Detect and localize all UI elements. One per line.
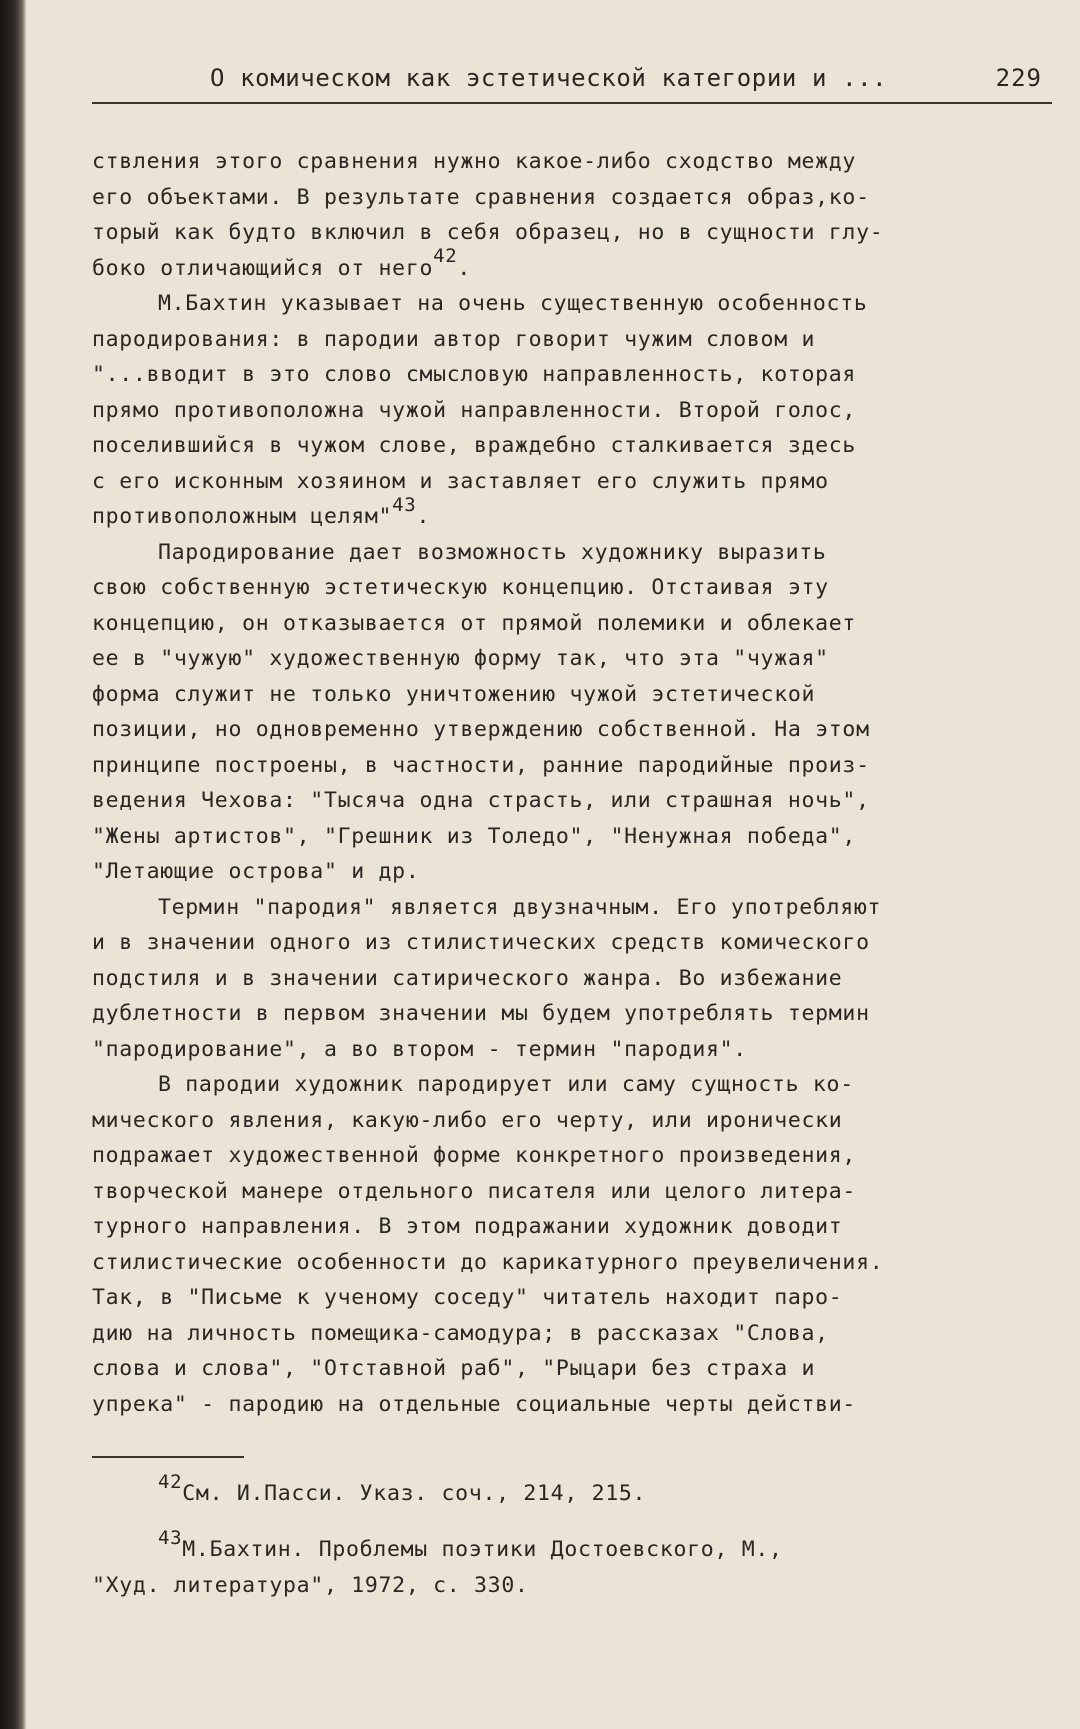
- text-line: [92, 180, 1052, 216]
- text-line: [92, 1032, 1052, 1068]
- text-line: [92, 925, 1052, 961]
- text-line: [92, 641, 1052, 677]
- text-line-content: "Летающие острова" и др.: [92, 859, 420, 884]
- text-line: [92, 1138, 1052, 1174]
- running-header: [92, 58, 1052, 104]
- footnote-reference: 43: [392, 493, 417, 516]
- text-line: [92, 748, 1052, 784]
- text-line-content: концепцию, он отказывается от прямой полемики и облекает: [92, 610, 857, 636]
- text-line: [92, 1245, 1052, 1281]
- text-line-content: "пародирование", а во втором - термин "пародия".: [92, 1036, 747, 1062]
- text-line: [92, 890, 1052, 926]
- text-line-content: дублетности в первом значении мы будем употреблять термин: [92, 1001, 870, 1026]
- text-line-content: "Жены артистов", "Грешник из Толедо", "Ненужная победа",: [92, 823, 857, 849]
- footnote-separator: [92, 1456, 244, 1458]
- text-line-tail: .: [457, 255, 472, 281]
- text-line-content: ее в "чужую" художественную форму так, что эта "чужая": [92, 646, 829, 671]
- text-line-content: Пародирование дает возможность художнику выразить: [158, 539, 827, 565]
- text-line-content: творческой манере отдельного писателя или целого литера-: [92, 1178, 857, 1204]
- text-line: [92, 428, 1052, 464]
- text-line: [92, 996, 1052, 1032]
- text-line: [92, 1351, 1052, 1387]
- text-line-content: упрека" - пародию на отдельные социальные черты действи-: [92, 1391, 857, 1417]
- footnote-text: М.Бахтин. Проблемы поэтики Достоевского, М.,: [182, 1537, 783, 1562]
- footnote-line: [92, 1527, 1052, 1568]
- text-line-content: ствления этого сравнения нужно какое-либо сходство между: [92, 149, 857, 174]
- text-line: [92, 1103, 1052, 1139]
- text-line: [92, 393, 1052, 429]
- text-line: [92, 606, 1052, 642]
- text-line: [92, 783, 1052, 819]
- text-line: [92, 1316, 1052, 1352]
- footnote-reference: 42: [433, 245, 458, 268]
- text-line: [92, 535, 1052, 571]
- text-line-content: турного направления. В этом подражании художник доводит: [92, 1214, 843, 1239]
- text-line: [92, 854, 1052, 890]
- text-line: [92, 1174, 1052, 1210]
- text-line-content: подстиля и в значении сатирического жанра. Во избежание: [92, 965, 843, 991]
- footnote-line: [92, 1471, 1052, 1512]
- text-line: [92, 1209, 1052, 1245]
- text-line: [92, 215, 1052, 251]
- text-line: [92, 357, 1052, 393]
- text-line-content: В пародии художник пародирует или саму сущность ко-: [158, 1072, 854, 1097]
- footnote-number: 43: [158, 1527, 183, 1549]
- text-line-tail: .: [416, 504, 431, 529]
- text-line-content: позиции, но одновременно утверждению собственной. На этом: [92, 717, 870, 742]
- text-line: [92, 464, 1052, 500]
- text-line-content: подражает художественной форме конкретного произведения,: [92, 1143, 857, 1168]
- text-line-content: дию на личность помещика-самодура; в рассказах "Слова,: [92, 1320, 829, 1346]
- text-line: [92, 286, 1052, 322]
- text-line: [92, 245, 1052, 287]
- text-line-content: свою собственную эстетическую концепцию. Отстаивая эту: [92, 575, 829, 600]
- footnote-text: См. И.Пасси. Указ. соч., 214, 215.: [182, 1481, 647, 1506]
- text-line: [92, 1387, 1052, 1423]
- text-line-content: и в значении одного из стилистических средств комического: [92, 930, 870, 955]
- text-line: [92, 819, 1052, 855]
- text-line: [92, 712, 1052, 748]
- text-line: [92, 144, 1052, 180]
- text-line-content: прямо противоположна чужой направленности. Второй голос,: [92, 397, 857, 423]
- text-line-content: поселившийся в чужом слове, враждебно сталкивается здесь: [92, 433, 857, 458]
- text-line-content: Так, в "Письме к ученому соседу" читатель находит паро-: [92, 1285, 843, 1310]
- text-line-content: слова и слова", "Отставной раб", "Рыцари без страха и: [92, 1356, 816, 1381]
- book-binding-shadow: [0, 0, 26, 1729]
- text-line: [92, 961, 1052, 997]
- footnotes: [92, 1471, 1052, 1604]
- text-line: [92, 677, 1052, 713]
- footnote-text: "Худ. литература", 1972, с. 330.: [92, 1573, 529, 1598]
- text-line-content: с его исконным хозяином и заставляет его служить прямо: [92, 468, 829, 494]
- text-line-content: боко отличающийся от него: [92, 255, 434, 281]
- text-line-content: "...вводит в это слово смысловую направленность, которая: [92, 362, 857, 387]
- text-line-content: противоположным целям": [92, 504, 393, 529]
- running-title: О комическом как эстетической категории и ...: [210, 64, 888, 92]
- text-line-content: стилистические особенности до карикатурного преувеличения.: [92, 1249, 884, 1275]
- text-line: [92, 493, 1052, 535]
- text-line: [92, 570, 1052, 606]
- text-line-content: принципе построены, в частности, ранние пародийные произ-: [92, 752, 870, 778]
- text-line: [92, 1067, 1052, 1103]
- text-line: [92, 322, 1052, 358]
- text-line-content: ведения Чехова: "Тысяча одна страсть, или страшная ночь",: [92, 788, 870, 813]
- book-page: [92, 58, 1052, 1604]
- text-line-content: его объектами. В результате сравнения создается образ,ко-: [92, 184, 870, 210]
- text-line-content: форма служит не только уничтожению чужой эстетической: [92, 681, 816, 707]
- text-line: [92, 1280, 1052, 1316]
- page-number: 229: [995, 64, 1042, 92]
- footnote-gap: [92, 1512, 1052, 1526]
- text-line-content: пародирования: в пародии автор говорит чужим словом и: [92, 326, 816, 352]
- text-line-content: Термин "пародия" является двузначным. Его употребляют: [158, 894, 882, 920]
- body-text: [92, 144, 1052, 1422]
- footnote-number: 42: [158, 1471, 183, 1493]
- footnote-line: [92, 1568, 1052, 1604]
- text-line-content: торый как будто включил в себя образец, но в сущности глу-: [92, 220, 884, 245]
- text-line-content: мического явления, какую-либо его черту, или иронически: [92, 1107, 843, 1133]
- text-line-content: М.Бахтин указывает на очень существенную особенность: [158, 291, 868, 316]
